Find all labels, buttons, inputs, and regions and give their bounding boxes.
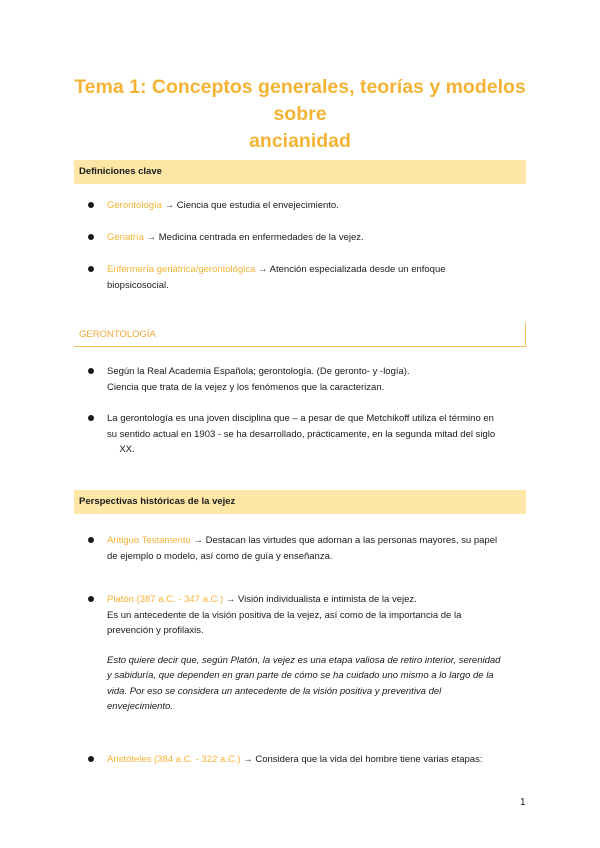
term-aristoteles: Aristóteles (384 a.C. - 322 a.C.) bbox=[107, 754, 241, 765]
term-gerontologia: Gerontología bbox=[107, 200, 162, 211]
italic-line-2: y sabiduría, que dependen en gran parte de cómo se ha cuidado uno mismo a lo largo de la bbox=[107, 670, 494, 681]
term-antiguo-testamento: Antiguo Testamento bbox=[107, 535, 191, 546]
bullet-icon bbox=[88, 202, 94, 208]
term-geriatria: Geriatría bbox=[107, 232, 144, 243]
item-text-line2: Es un antecedente de la visión positiva de la vejez, así como de la importancia de la bbox=[107, 609, 462, 621]
list-item bbox=[107, 364, 527, 395]
bullet-icon bbox=[88, 234, 94, 240]
item-text: → Destacan las virtudes que adornan a las personas mayores, su papel bbox=[190, 535, 498, 546]
item-text-line3: XX. bbox=[119, 444, 135, 455]
bullet-icon bbox=[88, 368, 94, 374]
item-text-line1: La gerontología es una joven disciplina que – a pesar de que Metchikoff utiliza el término en bbox=[107, 413, 494, 424]
item-text: → Ciencia que estudia el envejecimiento. bbox=[161, 200, 339, 211]
italic-line-4: envejecimiento. bbox=[107, 701, 174, 712]
bullet-icon bbox=[88, 756, 94, 762]
term-platon: Platón (387 a.C. - 347 a.C.) bbox=[107, 594, 224, 605]
list-item bbox=[107, 230, 527, 246]
italic-line-3: vida. Por eso se considera un antecedente de la visión positiva y preventiva del bbox=[107, 685, 442, 697]
page-title bbox=[60, 74, 540, 155]
title-line-2: ancianidad bbox=[249, 130, 351, 152]
item-text-line2: de ejemplo o modelo, así como de guía y enseñanza. bbox=[107, 550, 333, 562]
term-enfermeria: Enfermería geriátrica/gerontológica bbox=[107, 264, 256, 275]
list-item bbox=[107, 262, 527, 293]
item-text-line1: Según la Real Academia Española; gerontología. (De geronto- y -logía). bbox=[107, 366, 410, 377]
italic-line-1: Esto quiere decir que, según Platón, la vejez es una etapa valiosa de retiro interior, serenidad bbox=[107, 654, 501, 666]
item-text: → Considera que la vida del hombre tiene varias etapas: bbox=[240, 754, 483, 765]
item-text: → Medicina centrada en enfermedades de la vejez. bbox=[143, 232, 364, 243]
list-item bbox=[107, 411, 527, 458]
item-text-line3: prevención y profilaxis. bbox=[107, 625, 204, 636]
bullet-icon bbox=[88, 596, 94, 602]
list-item bbox=[107, 198, 527, 214]
list-item bbox=[107, 592, 527, 715]
item-text-line2: su sentido actual en 1903 - se ha desarrollado, prácticamente, en la segunda mitad del siglo bbox=[107, 428, 496, 440]
bullet-icon bbox=[88, 266, 94, 272]
item-text: → Atención especializada desde un enfoque bbox=[255, 264, 446, 275]
bullet-icon bbox=[88, 415, 94, 421]
section-heading-perspectivas: Perspectivas históricas de la vejez bbox=[74, 490, 526, 514]
page-number: 1 bbox=[520, 797, 526, 808]
item-text-line2: biopsicosocial. bbox=[107, 279, 169, 291]
item-text-line2: Ciencia que trata de la vejez y los fenómenos que la caracterizan. bbox=[107, 381, 385, 393]
bullet-icon bbox=[88, 537, 94, 543]
list-item bbox=[107, 533, 527, 564]
title-line-1: Tema 1: Conceptos generales, teorías y modelos sobre bbox=[74, 76, 526, 125]
section-heading-definiciones: Definiciones clave bbox=[74, 160, 526, 184]
section-heading-gerontologia: GERONTOLOGÍA bbox=[74, 323, 526, 347]
item-text: → Visión individualista e intimista de la vejez. bbox=[223, 594, 417, 605]
list-item bbox=[107, 752, 527, 768]
